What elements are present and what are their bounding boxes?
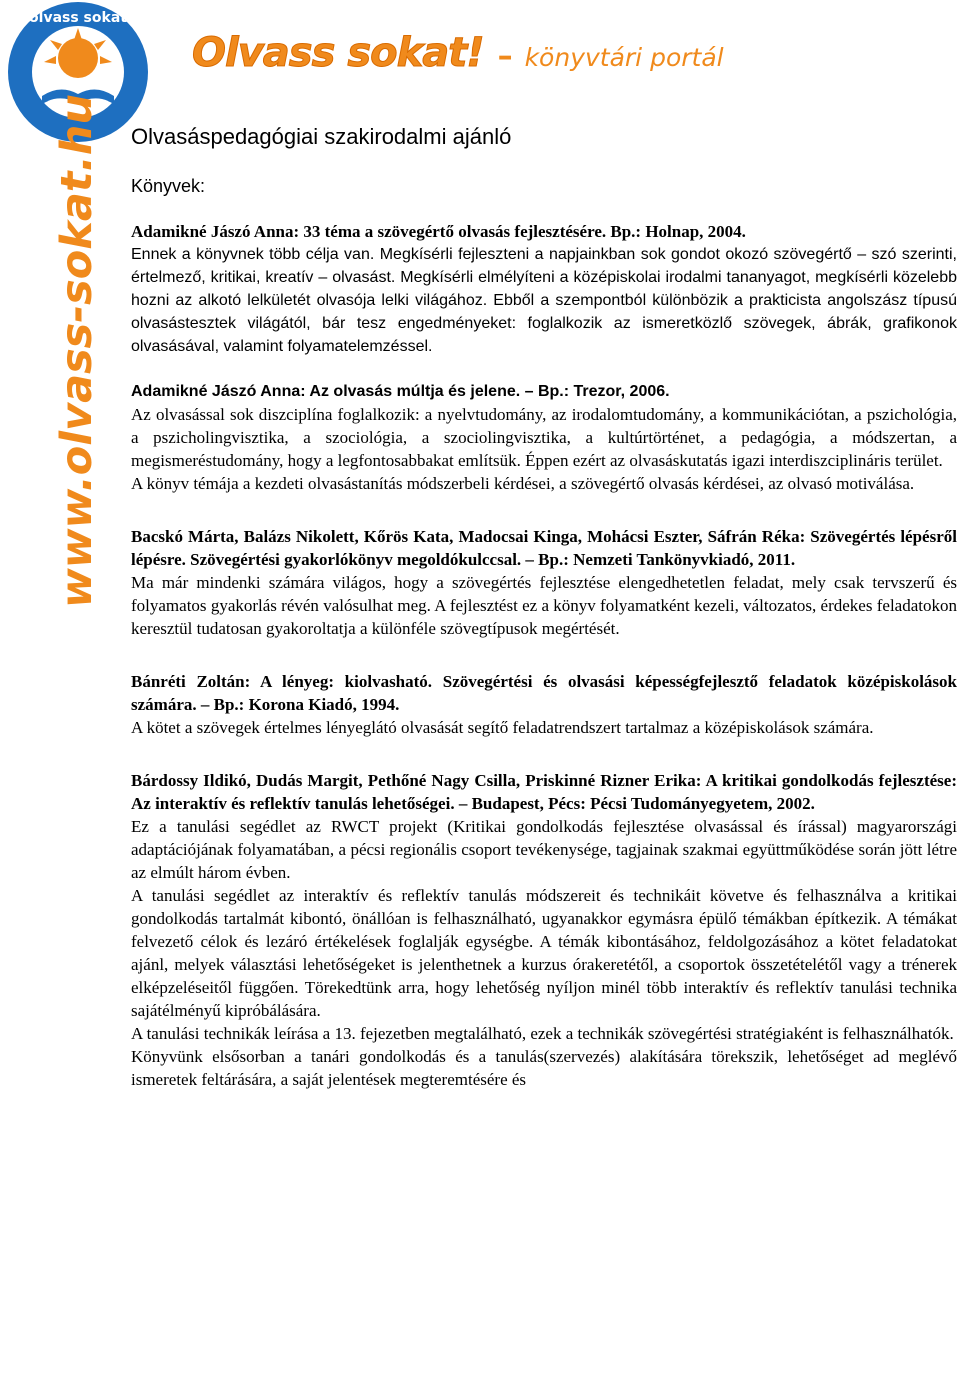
entry-paragraph: Ez a tanulási segédlet az RWCT projekt (Kritikai gondolkodás fejlesztése olvasással és írással) magyarországi adaptációjának folyamatában, a pécsi regionális csoport tevékenysége, tagjainak szakmai együttműködése során jött létre az elmúlt három évben. [131,817,957,882]
entry-heading: Adamikné Jászó Anna: Az olvasás múltja és jelene. – Bp.: Trezor, 2006. [131,383,670,400]
entry-heading: Bacskó Márta, Balázs Nikolett, Kőrös Kata, Madocsai Kinga, Mohácsi Eszter, Sáfrán Réka: Szövegértés lépésről lépésre. Szövegértési gyakorlókönyv megoldókulccsal. – Bp.: Nemzeti Tankönyvkiadó, 2011. [131,527,957,569]
entry-paragraph: A kötet a szövegek értelmes lényeglátó olvasását segítő feladatrendszert tartalmaz a középiskolások számára. [131,718,874,737]
entry-paragraph: Az olvasással sok diszciplína foglalkozik: a nyelvtudomány, az irodalomtudomány, a kommunikációtan, a pszichológia, a pszicholingvisztika, a szociológia, a szociolingvisztika, a kultúrtörténet, a pedagógia, a módszertan, a megismeréstudomány, hogy a legfontosabbakat említsük. Éppen ezért az olvasáskutatás igazi interdiszciplináris terület. [131,405,957,470]
entry-heading: Adamikné Jászó Anna: 33 téma a szövegértő olvasás fejlesztésére. Bp.: Holnap, 2004. [131,222,746,241]
section-label: Könyvek: [131,176,206,196]
book-entry [131,525,957,640]
entry-heading: Bánréti Zoltán: A lényeg: kiolvasható. Szövegértési és olvasási képességfejlesztő feladatok középiskolások számára. – Bp.: Korona Kiadó, 1994. [131,672,957,714]
entry-heading: Bárdossy Ildikó, Dudás Margit, Pethőné Nagy Csilla, Priskinné Rizner Erika: A kritikai gondolkodás fejlesztése: Az interaktív és reflektív tanulás lehetőségei. – Budapest, Pécs: Pécsi Tudományegyetem, 2002. [131,771,957,813]
entry-paragraph: A tanulási segédlet az interaktív és reflektív tanulás módszereit és technikáit követve és felhasználva a kritikai gondolkodás tartalmát kibontó, önállóan is felhasználható, ugyanakkor egymásra épülő témákban építkezik. A témákat felvezető célok és lezáró értékelések foglalják egységbe. A témák kibontásához, feldolgozásához a kötet feladatokat ajánl, melyek választási lehetőségeket is jelenthetnek a kurzus órakeretétől, a csoportok összetételétől vagy a trénerek elképzeléseitől függően. Törekedtünk arra, hogy lehetőség nyíljon minél több interaktív és reflektív tanulási technika sajátélményű kipróbálására. [131,886,957,1020]
logo-ring-text: olvass sokat [29,10,127,26]
entry-paragraph: Könyvünk elsősorban a tanári gondolkodás és a tanulás(szervezés) alakítására törekszik, lehetőséget ad meglévő ismeretek feltárására, a saját jelentések megteremtésére és [131,1047,957,1089]
brand-header [192,30,724,76]
page-title: Olvasáspedagógiai szakirodalmi ajánló [131,124,512,149]
book-entry [131,670,957,739]
brand-dash: – [497,39,513,74]
entry-paragraph: A tanulási technikák leírása a 13. fejezetben megtalálható, ezek a technikák szövegértési stratégiaként is felhasználhatók. [131,1024,954,1043]
book-entry [131,380,957,495]
brand-subtitle: könyvtári portál [524,43,724,72]
brand-title: Olvass sokat! [192,30,484,76]
book-entry [131,769,957,1091]
document-body [131,122,957,1091]
entry-paragraph: A könyv témája a kezdeti olvasástanítás módszerbeli kérdései, a szövegértő olvasás kérdései, az olvasó motiválása. [131,474,915,493]
entry-paragraph: Ennek a könyvnek több célja van. Megkísérli fejleszteni a napjainkban sok gondot okozó szövegértő – szó szerinti, értelmező, kritikai, kreatív – olvasást. Megkísérli elmélyíteni a középiskolai irodalmi tananyagot, megkísérli közelebb hozni az alkotó lelkületét olvasója lelki világához. Ebből a szempontból különbözik a prakticista angolszász típusú olvasástesztek világától, bár tesz engedményeket: foglalkozik az ismeretközlő szövegek, ábrák, grafikonok olvasásával, valamint folyamatelemzéssel. [131,246,957,355]
vertical-url: www.olvass-sokat.hu [52,94,102,608]
book-entry [131,220,957,358]
entry-paragraph: Ma már mindenki számára világos, hogy a szövegértés fejlesztése elengedhetetlen feladat, mely csak tervszerű és folyamatos gyakorlás révén valósulhat meg. A fejlesztést ez a könyv folyamatként kezeli, változatos, érdekes feladatokon keresztül tudatosan gyakoroltatja a különféle szövegtípusok megértését. [131,573,957,638]
